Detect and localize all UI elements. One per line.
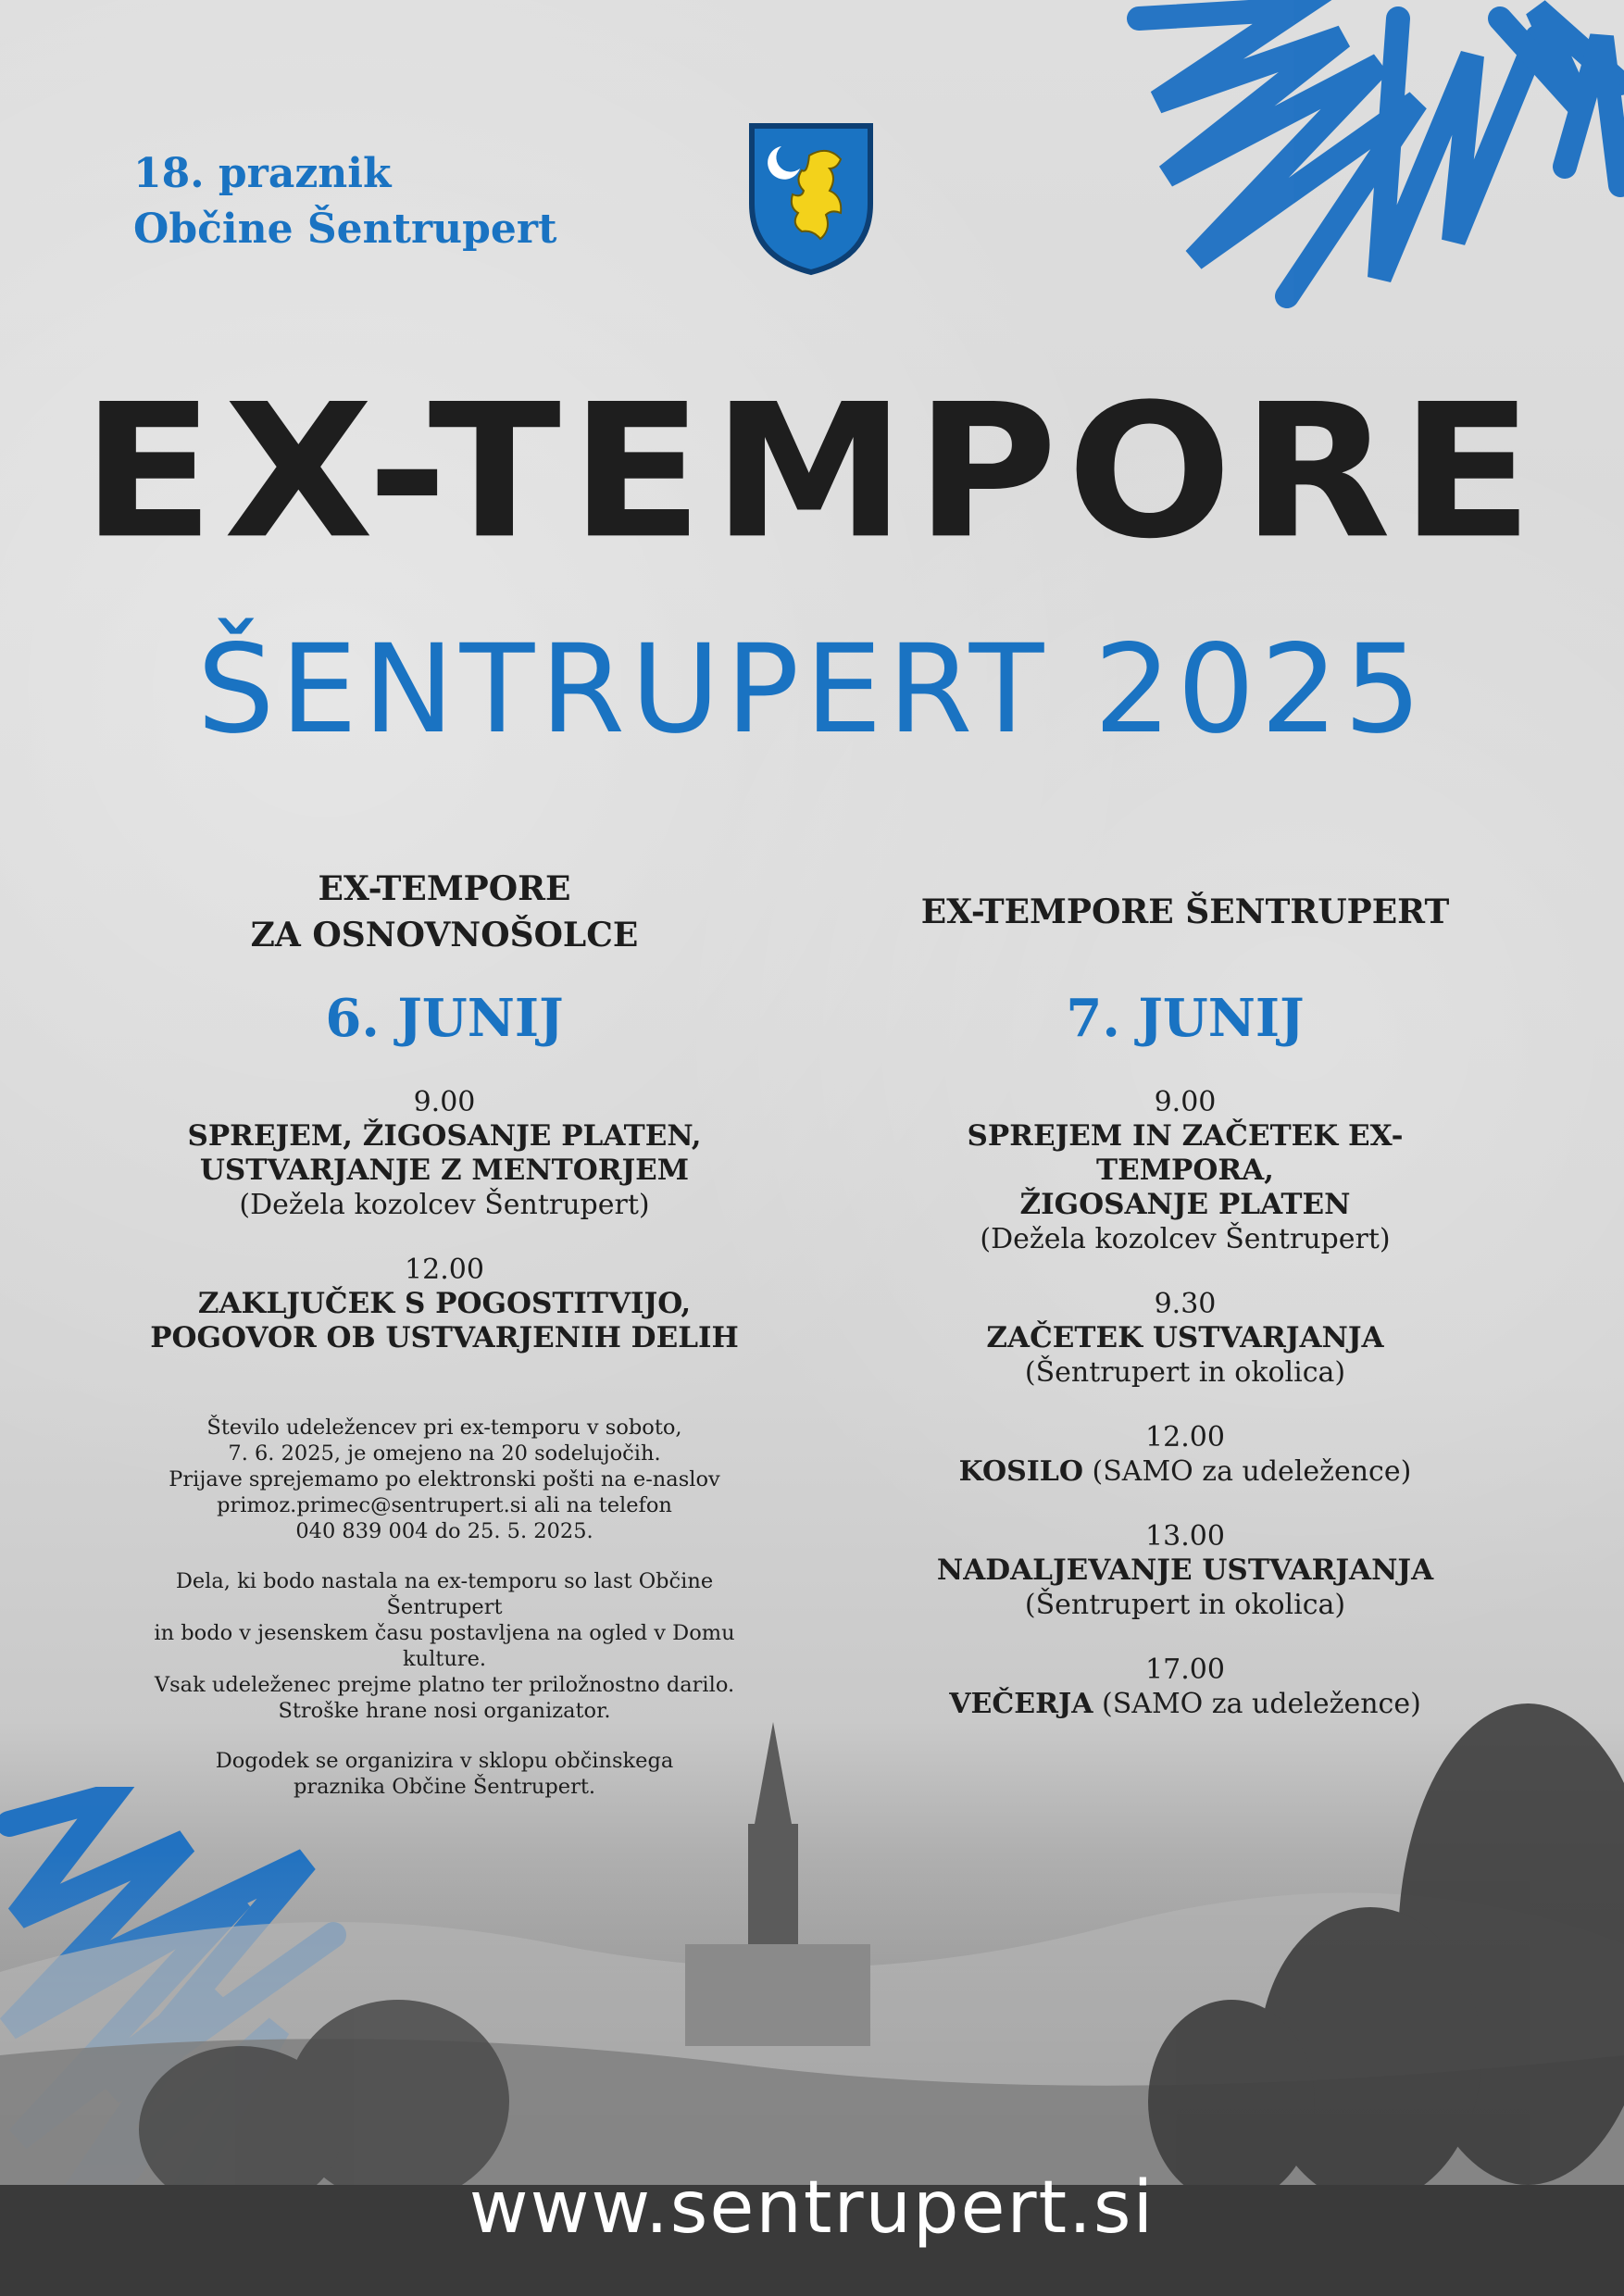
- right-event-3: [889, 1421, 1481, 1489]
- note-line: Vsak udeleženec prejme platno ter priložnostno darilo.: [154, 1673, 735, 1697]
- right-date: 7. JUNIJ: [1066, 988, 1305, 1049]
- event-time: 12.00: [1145, 1421, 1225, 1454]
- note-line: Dela, ki bodo nastala na ex-temporu so last Občine Šentrupert: [175, 1569, 714, 1619]
- left-event-2: [148, 1254, 741, 1355]
- event-place: (Dežela kozolcev Šentrupert): [980, 1223, 1391, 1255]
- event-time: 17.00: [1145, 1653, 1225, 1686]
- event-activity: SPREJEM, ŽIGOSANJE PLATEN,: [187, 1119, 702, 1153]
- note-line: Dogodek se organizira v sklopu občinskega: [215, 1749, 674, 1773]
- note-line: praznika Občine Šentrupert.: [293, 1775, 596, 1799]
- festival-header: [133, 146, 556, 257]
- event-activity: ŽIGOSANJE PLATEN: [1019, 1188, 1351, 1221]
- event-activity: SPREJEM IN ZAČETEK EX-TEMPORA,: [967, 1119, 1404, 1187]
- note-line: Število udeležencev pri ex-temporu v soboto,: [206, 1416, 682, 1440]
- event-activity: POGOVOR OB USTVARJENIH DELIH: [150, 1321, 739, 1354]
- coat-of-arms-icon: [744, 119, 878, 278]
- event-activity: ZAČETEK USTVARJANJA: [986, 1321, 1384, 1354]
- event-activity-line: [889, 1454, 1481, 1489]
- note-line: in bodo v jesenskem času postavljena na ogled v Domu kulture.: [154, 1621, 735, 1671]
- right-heading: EX-TEMPORE ŠENTRUPERT: [920, 892, 1450, 931]
- event-note: (SAMO za udeležence): [1083, 1455, 1412, 1488]
- event-activity: VEČERJA: [949, 1688, 1093, 1720]
- right-event-2: [889, 1288, 1481, 1390]
- event-activity: USTVARJANJE Z MENTORJEM: [199, 1154, 690, 1187]
- right-column: [889, 889, 1481, 1721]
- left-column: [148, 866, 741, 1800]
- header-line-1: 18. praznik: [133, 150, 392, 197]
- event-time: 9.00: [413, 1086, 476, 1118]
- event-note: (SAMO za udeležence): [1093, 1688, 1421, 1720]
- website-link[interactable]: www.sentrupert.si: [468, 2166, 1156, 2250]
- event-place: (Dežela kozolcev Šentrupert): [239, 1189, 650, 1221]
- header-line-2: Občine Šentrupert: [133, 206, 557, 253]
- note-line: Stroške hrane nosi organizator.: [278, 1699, 611, 1723]
- right-event-4: [889, 1520, 1481, 1622]
- event-activity: ZAKLJUČEK S POGOSTITVIJO,: [197, 1287, 692, 1320]
- blue-scribble-top-right: [1102, 0, 1624, 315]
- right-event-5: [889, 1653, 1481, 1721]
- note-line: 7. 6. 2025, je omejeno na 20 sodelujočih.: [228, 1441, 661, 1466]
- event-activity-line: [889, 1687, 1481, 1721]
- event-activity: NADALJEVANJE USTVARJANJA: [936, 1554, 1434, 1587]
- left-date: 6. JUNIJ: [325, 988, 564, 1049]
- left-event-1: [148, 1086, 741, 1222]
- event-time: 9.00: [1154, 1086, 1217, 1118]
- note-line: Prijave sprejemamo po elektronski pošti na e-naslov: [169, 1467, 720, 1491]
- event-time: 13.00: [1145, 1520, 1225, 1553]
- event-activity: KOSILO: [958, 1455, 1083, 1488]
- event-time: 9.30: [1154, 1288, 1217, 1320]
- event-time: 12.00: [405, 1254, 484, 1286]
- right-event-1: [889, 1086, 1481, 1256]
- left-heading-line-1: EX-TEMPORE: [318, 869, 571, 908]
- note-line: 040 839 004 do 25. 5. 2025.: [295, 1519, 593, 1543]
- page-subtitle: ŠENTRUPERT 2025: [196, 618, 1428, 761]
- event-place: (Šentrupert in okolica): [1024, 1589, 1346, 1621]
- info-notes: [148, 1415, 741, 1800]
- page-title: EX-TEMPORE: [81, 364, 1543, 580]
- note-line: primoz.primec@sentrupert.si ali na telefon: [217, 1493, 672, 1517]
- event-place: (Šentrupert in okolica): [1024, 1356, 1346, 1389]
- left-heading-line-2: ZA OSNOVNOŠOLCE: [250, 916, 639, 955]
